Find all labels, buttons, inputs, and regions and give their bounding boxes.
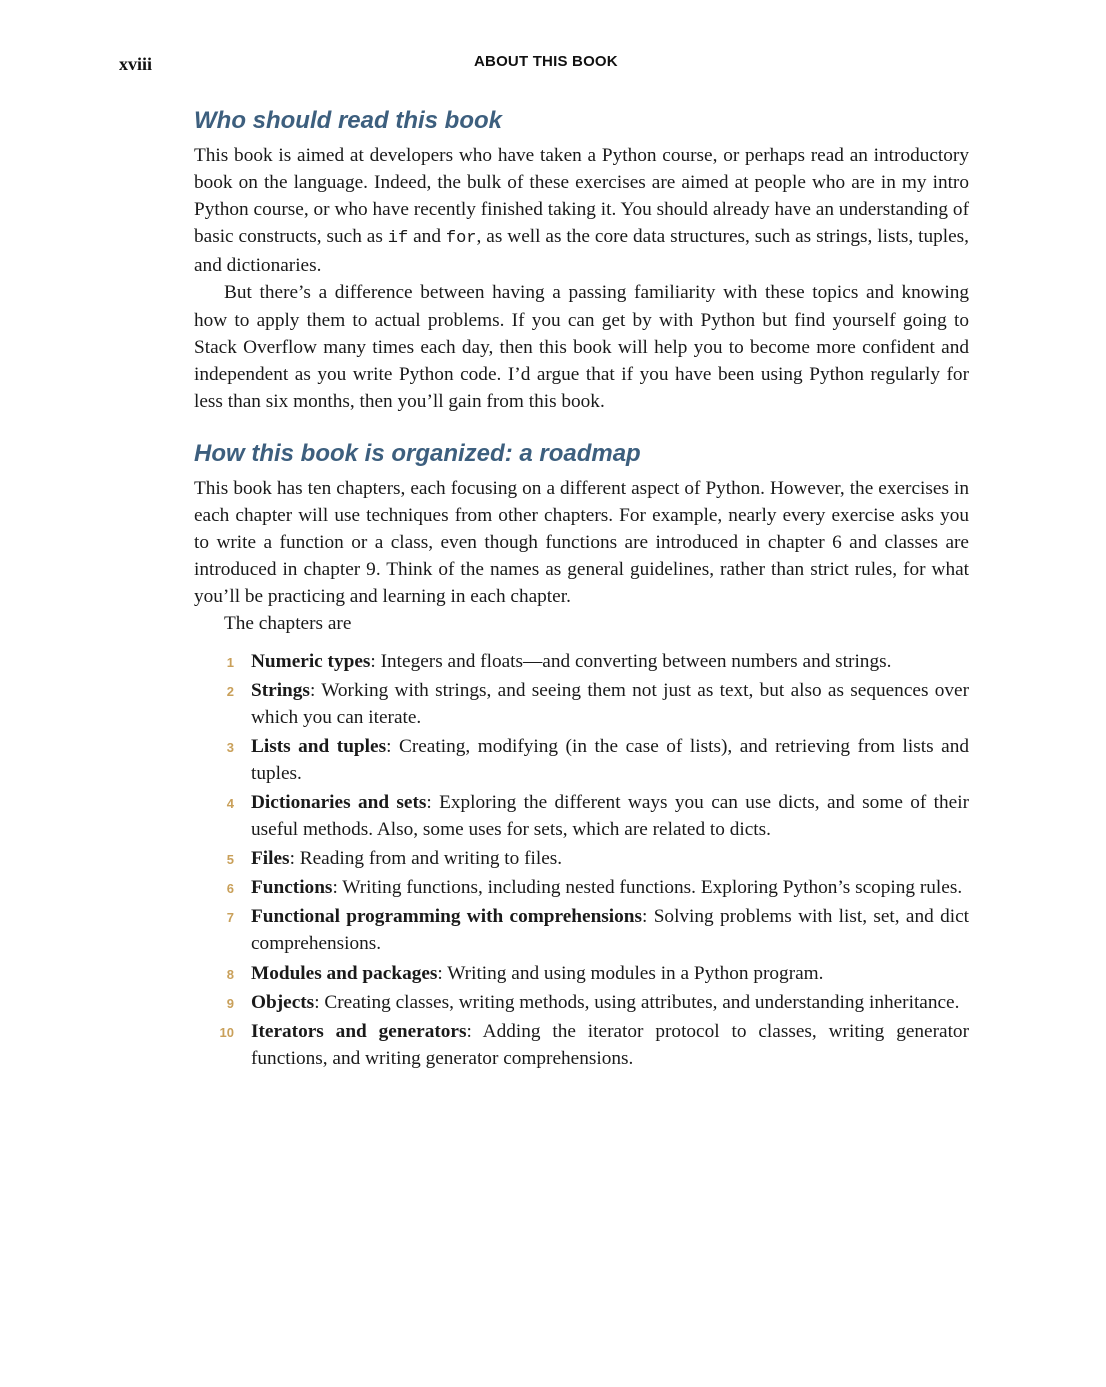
section-heading: Who should read this book — [194, 107, 502, 134]
list-number: 4 — [226, 795, 234, 811]
chapter-title: Files — [251, 848, 290, 870]
list-number: 3 — [226, 739, 234, 755]
page-header — [0, 52, 1106, 74]
list-number: 5 — [226, 852, 234, 868]
chapter-description: : Creating classes, writing methods, using attributes, and understanding inheritance. — [314, 991, 960, 1013]
list-item — [194, 677, 969, 731]
chapter-title: Iterators and generators — [251, 1020, 467, 1042]
chapter-description: : Writing and using modules in a Python program. — [437, 962, 824, 984]
paragraph-text: This book is aimed at developers who have taken a Python course, or perhaps read an introductory book on the language. Indeed, the bulk of these exercises are aimed at people who are in my intro Python course, or who have recently finished taking it. You should already have an understanding of basic constructs, such as — [194, 145, 969, 248]
list-item — [194, 733, 969, 787]
list-item — [194, 1018, 969, 1072]
chapter-description: : Integers and floats—and converting between numbers and strings. — [370, 650, 892, 672]
list-number: 1 — [226, 654, 234, 670]
page-body — [194, 104, 969, 1074]
section-roadmap — [194, 437, 969, 1072]
list-item — [194, 789, 969, 843]
list-number: 8 — [226, 966, 234, 982]
paragraph-text: and — [408, 226, 446, 248]
list-item — [194, 845, 969, 872]
chapter-description: : Adding the iterator protocol to classes, writing generator functions, and writing generator comprehensions. — [251, 1020, 969, 1069]
inline-code: for — [445, 229, 477, 249]
chapter-description: : Writing functions, including nested functions. Exploring Python’s scoping rules. — [332, 877, 963, 899]
paragraph: The chapters are — [224, 613, 352, 635]
chapter-title: Lists and tuples — [251, 735, 387, 757]
chapter-description: : Creating, modifying (in the case of lists), and retrieving from lists and tuples. — [251, 735, 969, 784]
chapter-title: Functional programming with comprehensions — [251, 906, 643, 928]
chapter-title: Numeric types — [251, 650, 371, 672]
chapter-title: Functions — [251, 877, 333, 899]
inline-code: if — [387, 229, 409, 249]
chapter-title: Strings — [251, 679, 310, 701]
section-who-should-read — [194, 104, 969, 415]
list-item — [194, 648, 969, 675]
list-item — [194, 903, 969, 957]
chapter-description: : Reading from and writing to files. — [289, 848, 563, 870]
list-item — [194, 874, 969, 901]
paragraph: But there’s a difference between having a passing familiarity with these topics and knowing how to apply them to actual problems. If you can get by with Python but find yourself going to Stack Overflow many times each day, then this book will help you to become more confident and independent as you write Python code. I’d argue that if you have been using Python regularly for less than six months, then you’ll gain from this book. — [194, 282, 969, 412]
page-number: xviii — [119, 54, 153, 74]
running-head: ABOUT THIS BOOK — [474, 53, 618, 70]
chapter-title: Modules and packages — [251, 962, 438, 984]
chapter-title: Objects — [251, 991, 315, 1013]
list-number: 9 — [226, 995, 234, 1011]
list-number: 6 — [226, 881, 234, 897]
chapter-description: : Working with strings, and seeing them not just as text, but also as sequences over which you can iterate. — [251, 679, 969, 728]
list-number: 7 — [226, 910, 234, 926]
paragraph — [194, 142, 969, 279]
paragraph-text: , as well as the core data structures, such as strings, lists, tuples, and dictionaries. — [194, 226, 969, 277]
list-number: 2 — [226, 683, 234, 699]
chapter-description: : Exploring the different ways you can use dicts, and some of their useful methods. Also, some uses for sets, which are related to dicts. — [251, 791, 970, 841]
chapter-description: : Solving problems with list, set, and dict comprehensions. — [251, 906, 969, 955]
list-item — [194, 989, 969, 1016]
chapter-title: Dictionaries and sets — [251, 791, 427, 813]
section-heading: How this book is organized: a roadmap — [194, 439, 641, 467]
paragraph: This book has ten chapters, each focusing on a different aspect of Python. However, the exercises in each chapter will use techniques from other chapters. For example, nearly every exercise asks you to write a function or a class, even though functions are introduced in chapter 6 and classes are introduced in chapter 9. Think of the names as general guidelines, rather than strict rules, for what you’ll be practicing and learning in each chapter. — [194, 477, 969, 608]
chapter-list — [194, 648, 969, 1072]
list-number: 10 — [219, 1024, 234, 1040]
list-item — [194, 960, 969, 987]
